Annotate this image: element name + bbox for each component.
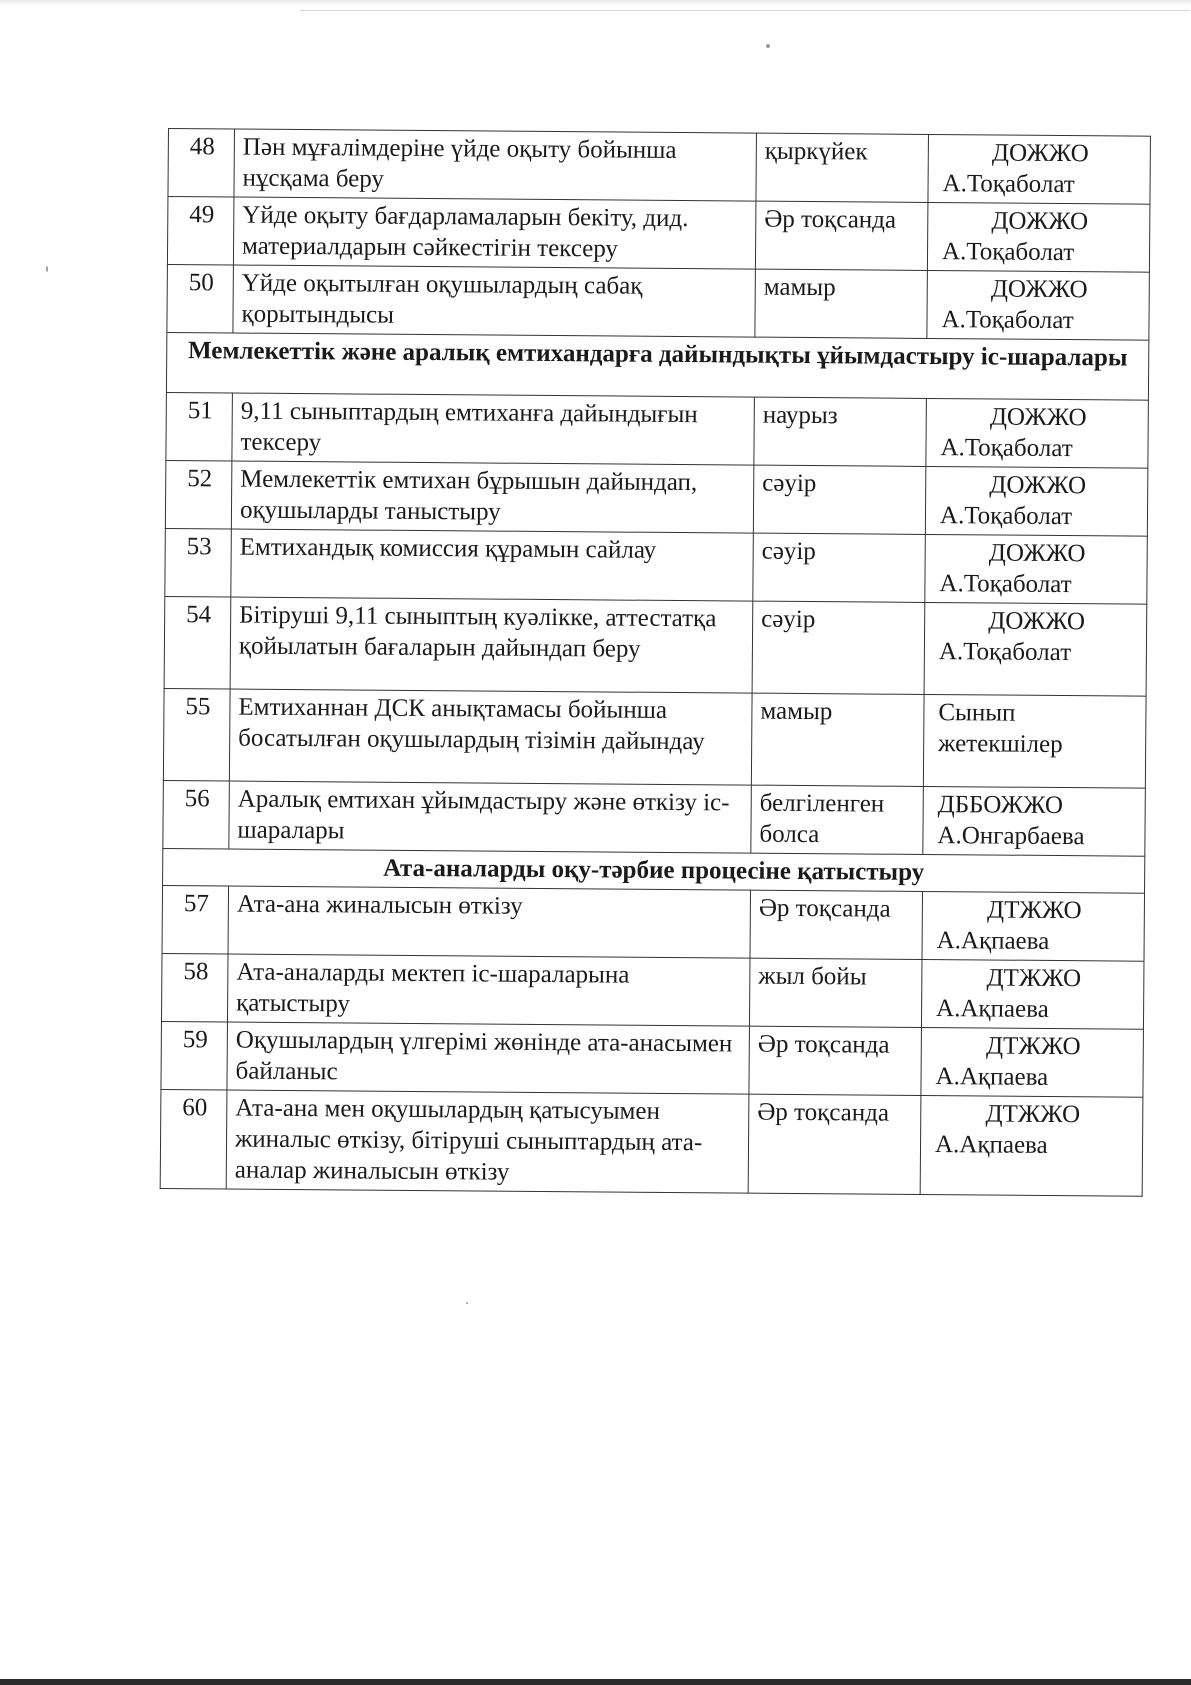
- responsible-cell: [924, 602, 1147, 696]
- activity-cell: Үйде оқытылған оқушылардың сабақ қорытындысы: [233, 265, 756, 337]
- table-row: [168, 129, 1151, 205]
- table-row: [163, 688, 1146, 788]
- activity-cell: Ата-аналарды мектеп іс-шараларына қатыстыру: [227, 954, 750, 1026]
- row-number: 57: [162, 885, 229, 954]
- table-row: [160, 1089, 1143, 1196]
- deadline-cell: сәуір: [752, 601, 925, 694]
- responsible-name: А.Тоқаболат: [940, 434, 1073, 463]
- row-number: 60: [160, 1089, 227, 1189]
- responsible-name: ДББОЖЖО А.Онгарбаева: [937, 791, 1085, 851]
- row-number: 59: [161, 1021, 228, 1090]
- responsible-position: ДОЖЖО: [989, 403, 1087, 432]
- table-row: [167, 264, 1150, 340]
- activity-cell: Оқушылардың үлгерімі жөнінде ата-анасымен байланыс: [227, 1022, 750, 1094]
- responsible-cell: [921, 1027, 1144, 1097]
- responsible-cell: [926, 398, 1149, 468]
- responsible-name: А.Тоқаболат: [939, 502, 1073, 531]
- table-row: [161, 953, 1144, 1029]
- responsible-position: ДТЖЖО: [985, 1032, 1081, 1061]
- row-number: 50: [167, 264, 234, 333]
- scan-bottom-edge: [0, 1679, 1191, 1685]
- row-number: 54: [164, 596, 231, 689]
- responsible-cell: [927, 270, 1150, 340]
- section-title: Ата-аналарды оқу-тәрбие процесіне қатыстыру: [163, 848, 1145, 893]
- row-number: 52: [165, 460, 232, 529]
- responsible-name: А.Тоқаболат: [939, 570, 1072, 599]
- responsible-position: ДОЖЖО: [989, 471, 1087, 500]
- row-number: 56: [163, 780, 230, 849]
- activity-cell: Аралық емтихан ұйымдастыру және өткізу іс-шаралары: [229, 781, 752, 853]
- deadline-cell: Әр тоқсанда: [750, 890, 923, 959]
- responsible-name: А.Тоқаболат: [938, 638, 1072, 667]
- responsible-position: ДТЖЖО: [985, 1100, 1081, 1129]
- responsible-cell: [928, 134, 1151, 204]
- activity-cell: 9,11 сыныптардың емтиханға дайындығын тексеру: [232, 393, 755, 465]
- responsible-cell: [923, 786, 1146, 856]
- responsible-position: ДОЖЖО: [988, 539, 1086, 568]
- responsible-position: ДТЖЖО: [986, 896, 1082, 925]
- section-header-row: [166, 332, 1148, 400]
- scan-speck: [466, 1302, 468, 1304]
- responsible-position: ДТЖЖО: [986, 964, 1082, 993]
- activity-cell: Мемлекеттік емтихан бұрышын дайындап, оқушыларды таныстыру: [231, 461, 754, 533]
- deadline-cell: Әр тоқсанда: [749, 1026, 922, 1095]
- activity-cell: Үйде оқыту бағдарламаларын бекіту, дид. материалдарын сәйкестігін тексеру: [233, 197, 756, 269]
- responsible-cell: [923, 694, 1146, 788]
- deadline-cell: сәуір: [753, 465, 926, 534]
- section-title: Мемлекеттік және аралық емтихандарға дайындықты ұйымдастыру іс-шаралары: [166, 332, 1148, 400]
- deadline-cell: қыркүйек: [756, 133, 929, 202]
- deadline-cell: мамыр: [755, 269, 928, 338]
- responsible-cell: [921, 959, 1144, 1029]
- table-row: [163, 780, 1146, 856]
- scan-speck: [46, 266, 48, 272]
- responsible-position: ДОЖЖО: [988, 607, 1086, 636]
- responsible-name: А.Тоқаболат: [941, 238, 1075, 267]
- activity-cell: Пән мұғалімдеріне үйде оқыту бойынша нұсқама беру: [234, 129, 757, 201]
- responsible-name: А.Ақпаева: [934, 1131, 1048, 1159]
- table-row: [167, 197, 1150, 273]
- scan-speck: [766, 44, 770, 48]
- table-row: [165, 460, 1148, 536]
- responsible-position: ДОЖЖО: [991, 139, 1089, 168]
- table-row: [166, 392, 1149, 468]
- deadline-cell: мамыр: [751, 693, 924, 786]
- deadline-cell: Әр тоқсанда: [755, 201, 928, 270]
- responsible-name: А.Ақпаева: [936, 927, 1050, 955]
- scan-top-rule: [300, 10, 1190, 11]
- activity-cell: Емтиханнан ДСК анықтамасы бойынша босатылған оқушылардың тізімін дайындау: [229, 689, 752, 785]
- responsible-name: Сынып жетекшілер: [938, 699, 1063, 759]
- activity-cell: Емтихандық комиссия құрамын сайлау: [231, 529, 754, 601]
- responsible-position: ДОЖЖО: [990, 275, 1088, 304]
- table-row: [165, 528, 1148, 604]
- row-number: 53: [165, 528, 232, 597]
- responsible-name: А.Тоқаболат: [941, 306, 1074, 335]
- activity-cell: Бітіруші 9,11 сыныптың куәлікке, аттестатқа қойылатын бағаларын дайындап беру: [230, 597, 753, 693]
- responsible-position: ДОЖЖО: [991, 207, 1089, 236]
- row-number: 49: [167, 197, 234, 266]
- responsible-name: А.Ақпаева: [936, 995, 1049, 1023]
- deadline-cell: наурыз: [754, 397, 927, 466]
- activity-cell: Ата-ана мен оқушылардың қатысуымен жиналыс өткізу, бітіруші сыныптардың ата-аналар жиналысын өткізу: [226, 1090, 749, 1193]
- responsible-cell: [922, 891, 1145, 961]
- row-number: 51: [166, 392, 233, 461]
- activity-plan-table: [160, 128, 1151, 1197]
- responsible-cell: [927, 202, 1150, 272]
- responsible-cell: [925, 466, 1148, 536]
- deadline-cell: белгіленген болса: [751, 785, 924, 854]
- row-number: 58: [161, 953, 228, 1022]
- activity-cell: Ата-ана жиналысын өткізу: [228, 886, 751, 958]
- deadline-cell: Әр тоқсанда: [748, 1094, 921, 1194]
- responsible-name: А.Ақпаева: [935, 1063, 1049, 1091]
- responsible-name: А.Тоқаболат: [942, 170, 1075, 199]
- page-edge-shadow: [0, 0, 1191, 6]
- table-row: [162, 885, 1145, 961]
- row-number: 55: [163, 688, 230, 781]
- deadline-cell: сәуір: [753, 533, 926, 602]
- responsible-cell: [920, 1095, 1143, 1196]
- row-number: 48: [168, 129, 235, 198]
- deadline-cell: жыл бойы: [749, 958, 922, 1027]
- table-row: [161, 1021, 1144, 1097]
- table-row: [164, 596, 1147, 696]
- responsible-cell: [925, 534, 1148, 604]
- activity-plan-body: [160, 129, 1150, 1197]
